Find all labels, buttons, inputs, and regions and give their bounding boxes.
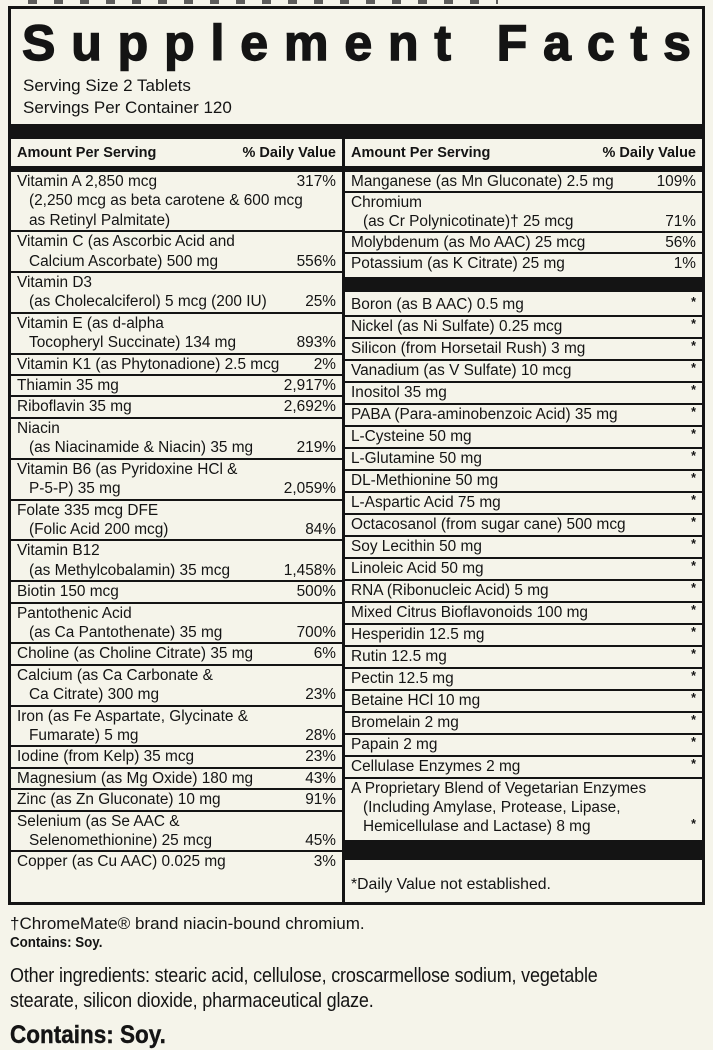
daily-value: *	[691, 295, 696, 309]
nutrient-text: (as Methylcobalamin) 35 mcg	[29, 561, 231, 579]
left-column-header	[11, 139, 342, 166]
daily-value: *	[691, 581, 696, 595]
nutrient-text: A Proprietary Blend of Vegetarian Enzymes	[351, 780, 647, 797]
daily-value: *	[691, 713, 696, 727]
nutrient-row	[345, 469, 702, 491]
nutrient-row	[345, 172, 702, 191]
nutrient-text: (as Niacinamide & Niacin) 35 mg	[29, 439, 254, 457]
left-column	[11, 139, 342, 902]
nutrient-text: Inositol 35 mg	[351, 384, 447, 401]
nutrient-text: (Including Amylase, Protease, Lipase,	[363, 799, 621, 816]
nutrient-text: Boron (as B AAC) 0.5 mg	[351, 296, 524, 313]
nutrient-text: (Folic Acid 200 mcg)	[29, 520, 169, 538]
daily-value: 1%	[673, 255, 696, 272]
left-rows	[11, 172, 342, 872]
header-divider-bar	[11, 124, 702, 139]
daily-value: *	[691, 383, 696, 397]
nutrient-row	[345, 403, 702, 425]
nutrient-row	[11, 417, 342, 458]
nutrient-row	[11, 458, 342, 499]
daily-value: 56%	[665, 234, 696, 251]
nutrient-row	[345, 755, 702, 777]
nutrient-row	[11, 642, 342, 663]
nutrient-row	[11, 788, 342, 809]
nutrient-row	[11, 395, 342, 416]
nutrient-row	[345, 535, 702, 557]
daily-value-header: % Daily Value	[602, 145, 696, 161]
contains-soy-large: Contains: Soy.	[10, 1021, 166, 1049]
nutrient-row	[345, 513, 702, 535]
nutrient-row	[345, 623, 702, 645]
daily-value: *	[691, 559, 696, 573]
nutrient-text: Vitamin E (as d-alpha	[17, 314, 164, 332]
nutrient-row	[345, 579, 702, 601]
nutrient-row	[345, 295, 702, 315]
nutrient-text: Manganese (as Mn Gluconate) 2.5 mg	[351, 173, 614, 190]
nutrient-text: PABA (Para-aminobenzoic Acid) 35 mg	[351, 406, 618, 423]
daily-value: 45%	[305, 832, 336, 849]
daily-value: *	[691, 691, 696, 705]
daily-value: 91%	[305, 791, 336, 809]
nutrient-row	[345, 191, 702, 231]
nutrient-text: Papain 2 mg	[351, 736, 438, 753]
nutrient-text: L-Glutamine 50 mg	[351, 450, 482, 467]
daily-value: *	[691, 735, 696, 749]
nutrient-text: Ca Citrate) 300 mg	[29, 686, 160, 704]
nutrient-text: Chromium	[351, 194, 422, 211]
nutrient-text: Choline (as Choline Citrate) 35 mg	[17, 645, 254, 663]
nutrient-row	[11, 664, 342, 705]
nutrient-text: Vanadium (as V Sulfate) 10 mcg	[351, 362, 572, 379]
daily-value: *	[691, 405, 696, 419]
nutrient-text: Vitamin B6 (as Pyridoxine HCl &	[17, 460, 238, 478]
other-ingredients-line: Other ingredients: stearic acid, cellulose, croscarmellose sodium, vegetable	[10, 965, 598, 987]
daily-value: 2%	[313, 355, 336, 373]
nutrient-text: Pectin 12.5 mg	[351, 670, 454, 687]
nutrient-row	[345, 733, 702, 755]
daily-value: *	[691, 361, 696, 375]
nutrient-row	[345, 447, 702, 469]
nutrient-row	[345, 711, 702, 733]
nutrient-row	[11, 539, 342, 580]
nutrient-row	[345, 667, 702, 689]
daily-value: 893%	[296, 334, 336, 352]
nutrient-text: Mixed Citrus Bioflavonoids 100 mg	[351, 604, 588, 621]
nutrient-text: L-Aspartic Acid 75 mg	[351, 494, 501, 511]
daily-value: 556%	[296, 252, 336, 270]
nutrient-text: Riboflavin 35 mg	[17, 398, 132, 416]
servings-per-container-line: Servings Per Container 120	[23, 97, 232, 117]
nutrient-text: Soy Lecithin 50 mg	[351, 538, 482, 555]
daily-value: 23%	[305, 686, 336, 704]
nutrient-text: L-Cysteine 50 mg	[351, 428, 472, 445]
nutrient-text: RNA (Ribonucleic Acid) 5 mg	[351, 582, 549, 599]
panel-title: S u p p l e m e n t F a c t s	[22, 15, 691, 71]
nutrient-text: Bromelain 2 mg	[351, 714, 459, 731]
supplement-facts-panel	[8, 6, 705, 905]
chromemate-footnote: †ChromeMate® brand niacin-bound chromium.	[10, 914, 365, 933]
daily-value: 71%	[665, 213, 696, 230]
daily-value: 6%	[313, 645, 336, 663]
daily-value: *	[691, 339, 696, 353]
nutrient-text: Potassium (as K Citrate) 25 mg	[351, 255, 565, 272]
nutrient-text: (as Cholecalciferol) 5 mcg (200 IU)	[29, 293, 267, 311]
daily-value: 3%	[313, 853, 336, 871]
daily-value: 2,059%	[283, 480, 336, 498]
nutrient-row	[345, 601, 702, 623]
nutrient-row	[345, 337, 702, 359]
daily-value: 23%	[305, 748, 336, 766]
nutrient-row	[11, 172, 342, 230]
nutrient-row	[345, 231, 702, 252]
nutrient-text: Selenomethionine) 25 mcg	[29, 832, 213, 849]
other-ingredients-line: stearate, silicon dioxide, pharmaceutical glaze.	[10, 990, 374, 1012]
nutrient-row	[345, 315, 702, 337]
nutrient-text: Hesperidin 12.5 mg	[351, 626, 485, 643]
nutrient-row	[11, 602, 342, 643]
daily-value: *	[691, 625, 696, 639]
nutrient-row	[11, 230, 342, 271]
nutrient-text: Cellulase Enzymes 2 mg	[351, 758, 521, 775]
nutrient-text: Biotin 150 mcg	[17, 583, 119, 601]
nutrient-text: Vitamin C (as Ascorbic Acid and	[17, 233, 235, 251]
nutrient-text: Betaine HCl 10 mg	[351, 692, 481, 709]
daily-value: 25%	[305, 293, 336, 311]
nutrient-text: Thiamin 35 mg	[17, 377, 119, 395]
daily-value: *	[691, 471, 696, 485]
daily-value: *	[691, 647, 696, 661]
daily-value: 2,692%	[283, 398, 336, 416]
clipped-text-artifact	[28, 0, 498, 4]
nutrient-text: Calcium Ascorbate) 500 mg	[29, 252, 219, 270]
nutrient-text: as Retinyl Palmitate)	[29, 211, 171, 229]
nutrient-row	[345, 425, 702, 447]
nutrient-text: Copper (as Cu AAC) 0.025 mg	[17, 853, 226, 871]
nutrient-text: Iron (as Fe Aspartate, Glycinate &	[17, 707, 248, 725]
contains-soy-small: Contains: Soy.	[10, 935, 103, 951]
nutrient-row	[11, 374, 342, 395]
nutrient-text: Selenium (as Se AAC &	[17, 812, 180, 830]
daily-value: 84%	[305, 520, 336, 538]
nutrient-row	[11, 271, 342, 312]
other-ingredients	[10, 964, 713, 1014]
nutrient-text: (as Ca Pantothenate) 35 mg	[29, 623, 223, 641]
nutrient-row	[345, 689, 702, 711]
daily-value: *	[691, 669, 696, 683]
nutrient-columns	[11, 139, 702, 902]
daily-value: *	[691, 537, 696, 551]
nutrient-text: Zinc (as Zn Gluconate) 10 mg	[17, 791, 221, 809]
section-divider-bar	[345, 840, 702, 860]
nutrient-text: Pantothenic Acid	[17, 604, 132, 622]
nutrient-text: Iodine (from Kelp) 35 mcg	[17, 748, 195, 766]
nutrient-text: Niacin	[17, 419, 60, 437]
nutrient-text: Fumarate) 5 mg	[29, 726, 139, 744]
nutrient-text: Vitamin D3	[17, 274, 92, 292]
daily-value: *	[691, 603, 696, 617]
daily-value-footnote: *Daily Value not established.	[351, 876, 551, 893]
daily-value: 219%	[296, 439, 336, 457]
section-divider-bar	[345, 277, 702, 292]
nutrient-text: Silicon (from Horsetail Rush) 3 mg	[351, 340, 586, 357]
daily-value: *	[691, 757, 696, 771]
serving-size-line: Serving Size 2 Tablets	[23, 76, 191, 95]
amount-per-serving-header: Amount Per Serving	[351, 145, 491, 161]
nutrient-row	[11, 353, 342, 374]
right-column	[342, 139, 702, 902]
nutrient-row	[345, 359, 702, 381]
daily-value: 109%	[656, 173, 696, 190]
nutrient-row	[345, 557, 702, 579]
nutrient-row	[11, 850, 342, 871]
nutrient-text: (as Cr Polynicotinate)† 25 mcg	[363, 213, 574, 230]
daily-value: *	[691, 449, 696, 463]
daily-value: 500%	[296, 583, 336, 601]
nutrient-text: Vitamin B12	[17, 542, 100, 560]
nutrient-row	[11, 580, 342, 601]
nutrient-text: (2,250 mcg as beta carotene & 600 mcg	[29, 192, 303, 210]
nutrient-row	[11, 745, 342, 766]
daily-value: *	[691, 317, 696, 331]
nutrient-row	[11, 767, 342, 788]
daily-value: 43%	[305, 769, 336, 787]
nutrient-row	[11, 810, 342, 851]
nutrient-text: DL-Methionine 50 mg	[351, 472, 499, 489]
daily-value-header: % Daily Value	[242, 145, 336, 161]
amount-per-serving-header: Amount Per Serving	[17, 145, 157, 161]
nutrient-text: Molybdenum (as Mo AAC) 25 mcg	[351, 234, 586, 251]
nutrient-text: Octacosanol (from sugar cane) 500 mcg	[351, 516, 626, 533]
daily-value: 700%	[296, 623, 336, 641]
right-column-header	[345, 139, 702, 166]
right-rows	[345, 172, 702, 902]
daily-value: *	[691, 817, 696, 831]
nutrient-row	[345, 645, 702, 667]
daily-value: *	[691, 493, 696, 507]
nutrient-row	[11, 312, 342, 353]
daily-value: 317%	[296, 173, 336, 190]
nutrient-text: Rutin 12.5 mg	[351, 648, 447, 665]
nutrient-text: Nickel (as Ni Sulfate) 0.25 mcg	[351, 318, 563, 335]
nutrient-text: Vitamin K1 (as Phytonadione) 2.5 mcg	[17, 355, 280, 373]
daily-value: *	[691, 427, 696, 441]
nutrient-text: Linoleic Acid 50 mg	[351, 560, 484, 577]
nutrient-text: Tocopheryl Succinate) 134 mg	[29, 334, 237, 352]
nutrient-row	[345, 491, 702, 513]
nutrient-text: Magnesium (as Mg Oxide) 180 mg	[17, 769, 254, 787]
daily-value: 1,458%	[283, 561, 336, 579]
nutrient-row	[345, 252, 702, 273]
nutrient-text: Vitamin A 2,850 mcg	[17, 173, 158, 190]
daily-value: *	[691, 515, 696, 529]
nutrient-text: Folate 335 mcg DFE	[17, 501, 159, 519]
daily-value: 28%	[305, 726, 336, 744]
nutrient-row	[345, 777, 702, 837]
daily-value: 2,917%	[283, 377, 336, 395]
nutrient-row	[11, 705, 342, 746]
nutrient-text: Hemicellulase and Lactase) 8 mg	[363, 818, 591, 835]
nutrient-text: Calcium (as Ca Carbonate &	[17, 666, 213, 684]
nutrient-row	[345, 381, 702, 403]
nutrient-row	[11, 499, 342, 540]
nutrient-text: P-5-P) 35 mg	[29, 480, 121, 498]
